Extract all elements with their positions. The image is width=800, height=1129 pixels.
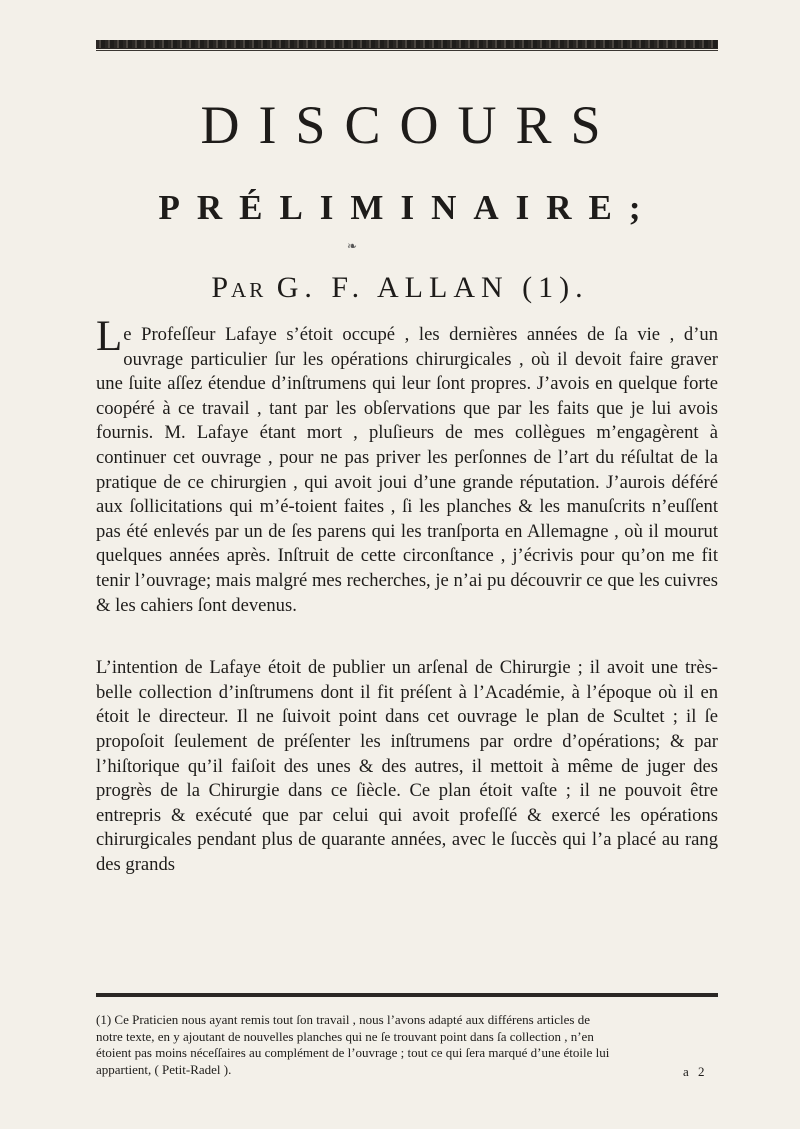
- fleuron-icon: ❧: [347, 239, 358, 253]
- footnote: [96, 1012, 718, 1078]
- signature-mark: a 2: [683, 1064, 708, 1079]
- footnote-line-3: étoient pas moins néceſſaires au complément de l’ouvrage ; tout ce qui ſera marqué d’une étoile lui: [96, 1045, 610, 1060]
- page-subtitle: PRÉLIMINAIRE;: [158, 188, 658, 227]
- author-prefix: Par: [211, 271, 267, 304]
- top-rule: [96, 40, 718, 49]
- footnote-line-4: appartient, ( Petit-Radel ).: [96, 1061, 232, 1077]
- paragraph-1-text: e Profeſſeur Lafaye s’étoit occupé , les dernières années de ſa vie , d’un ouvrage particulier ſur les opérations chirurgicales , où il devoit faire graver une ſuite aſſez étendue d’inſtrumens qui leur ſont propres. J’avois en quelque forte coopéré à ce travail , tant par les obſervations que par les faits que je lui avois fournis. M. Lafaye étant mort , pluſieurs de mes collègues m’engagèrent à continuer cet ouvrage , pour ne pas priver les perſonnes de l’art du réſultat de la pratique de ce chirurgien , qui avoit joui d’une grande réputation. J’aurois déféré aux ſollicitations qui m’é-toient faites , ſi les planches & les manuſcrits n’euſſent pas été enlevés par un de ſes parens qui les tranſporta en Allemagne , où il mourut quelques années après. Inſtruit de cette circonſtance , j’écrivis pour qu’on me fit tenir l’ouvrage; mais malgré mes recherches, je n’ai pu découvrir ce que les cuivres & les cahiers ſont devenus.: [96, 324, 718, 616]
- paragraph-2: L’intention de Lafaye étoit de publier un arſenal de Chirurgie ; il avoit une très-belle collection d’inſtrumens dont il fit préſent à l’Académie, à l’époque où il en étoit le directeur. Il ne ſuivoit point dans cet ouvrage le plan de Scultet ; il ſe propoſoit ſeulement de préſenter les inſtrumens par ordre d’opérations; & par l’hiſtorique qu’il faiſoit des unes & des autres, il mettoit à même de juger des progrès de la Chirurgie dans ce ſiècle. Ce plan étoit vaſte ; il ne pouvoit être entrepris & exécuté que par celui qui avoit profeſſé & exercé les opérations chirurgicales pendant plus de quarante années, avec le ſuccès qui l’a placé au rang des grands: [96, 657, 718, 875]
- main-text: [96, 313, 718, 877]
- page-title: DISCOURS: [200, 95, 620, 155]
- footnote-rule: [96, 993, 718, 997]
- author-name: G. F. ALLAN (1).: [276, 271, 589, 304]
- footnote-line-2: notre texte, en y ajoutant de nouvelles planches qui ne ſe trouvant point dans ſa collection , n’en: [96, 1028, 594, 1044]
- drop-cap: L: [96, 313, 123, 360]
- author-line: [0, 271, 800, 305]
- footnote-line-1: (1) Ce Praticien nous ayant remis tout ſon travail , nous l’avons adapté aux différens articles de: [96, 1012, 590, 1027]
- paragraph-1: [96, 313, 718, 618]
